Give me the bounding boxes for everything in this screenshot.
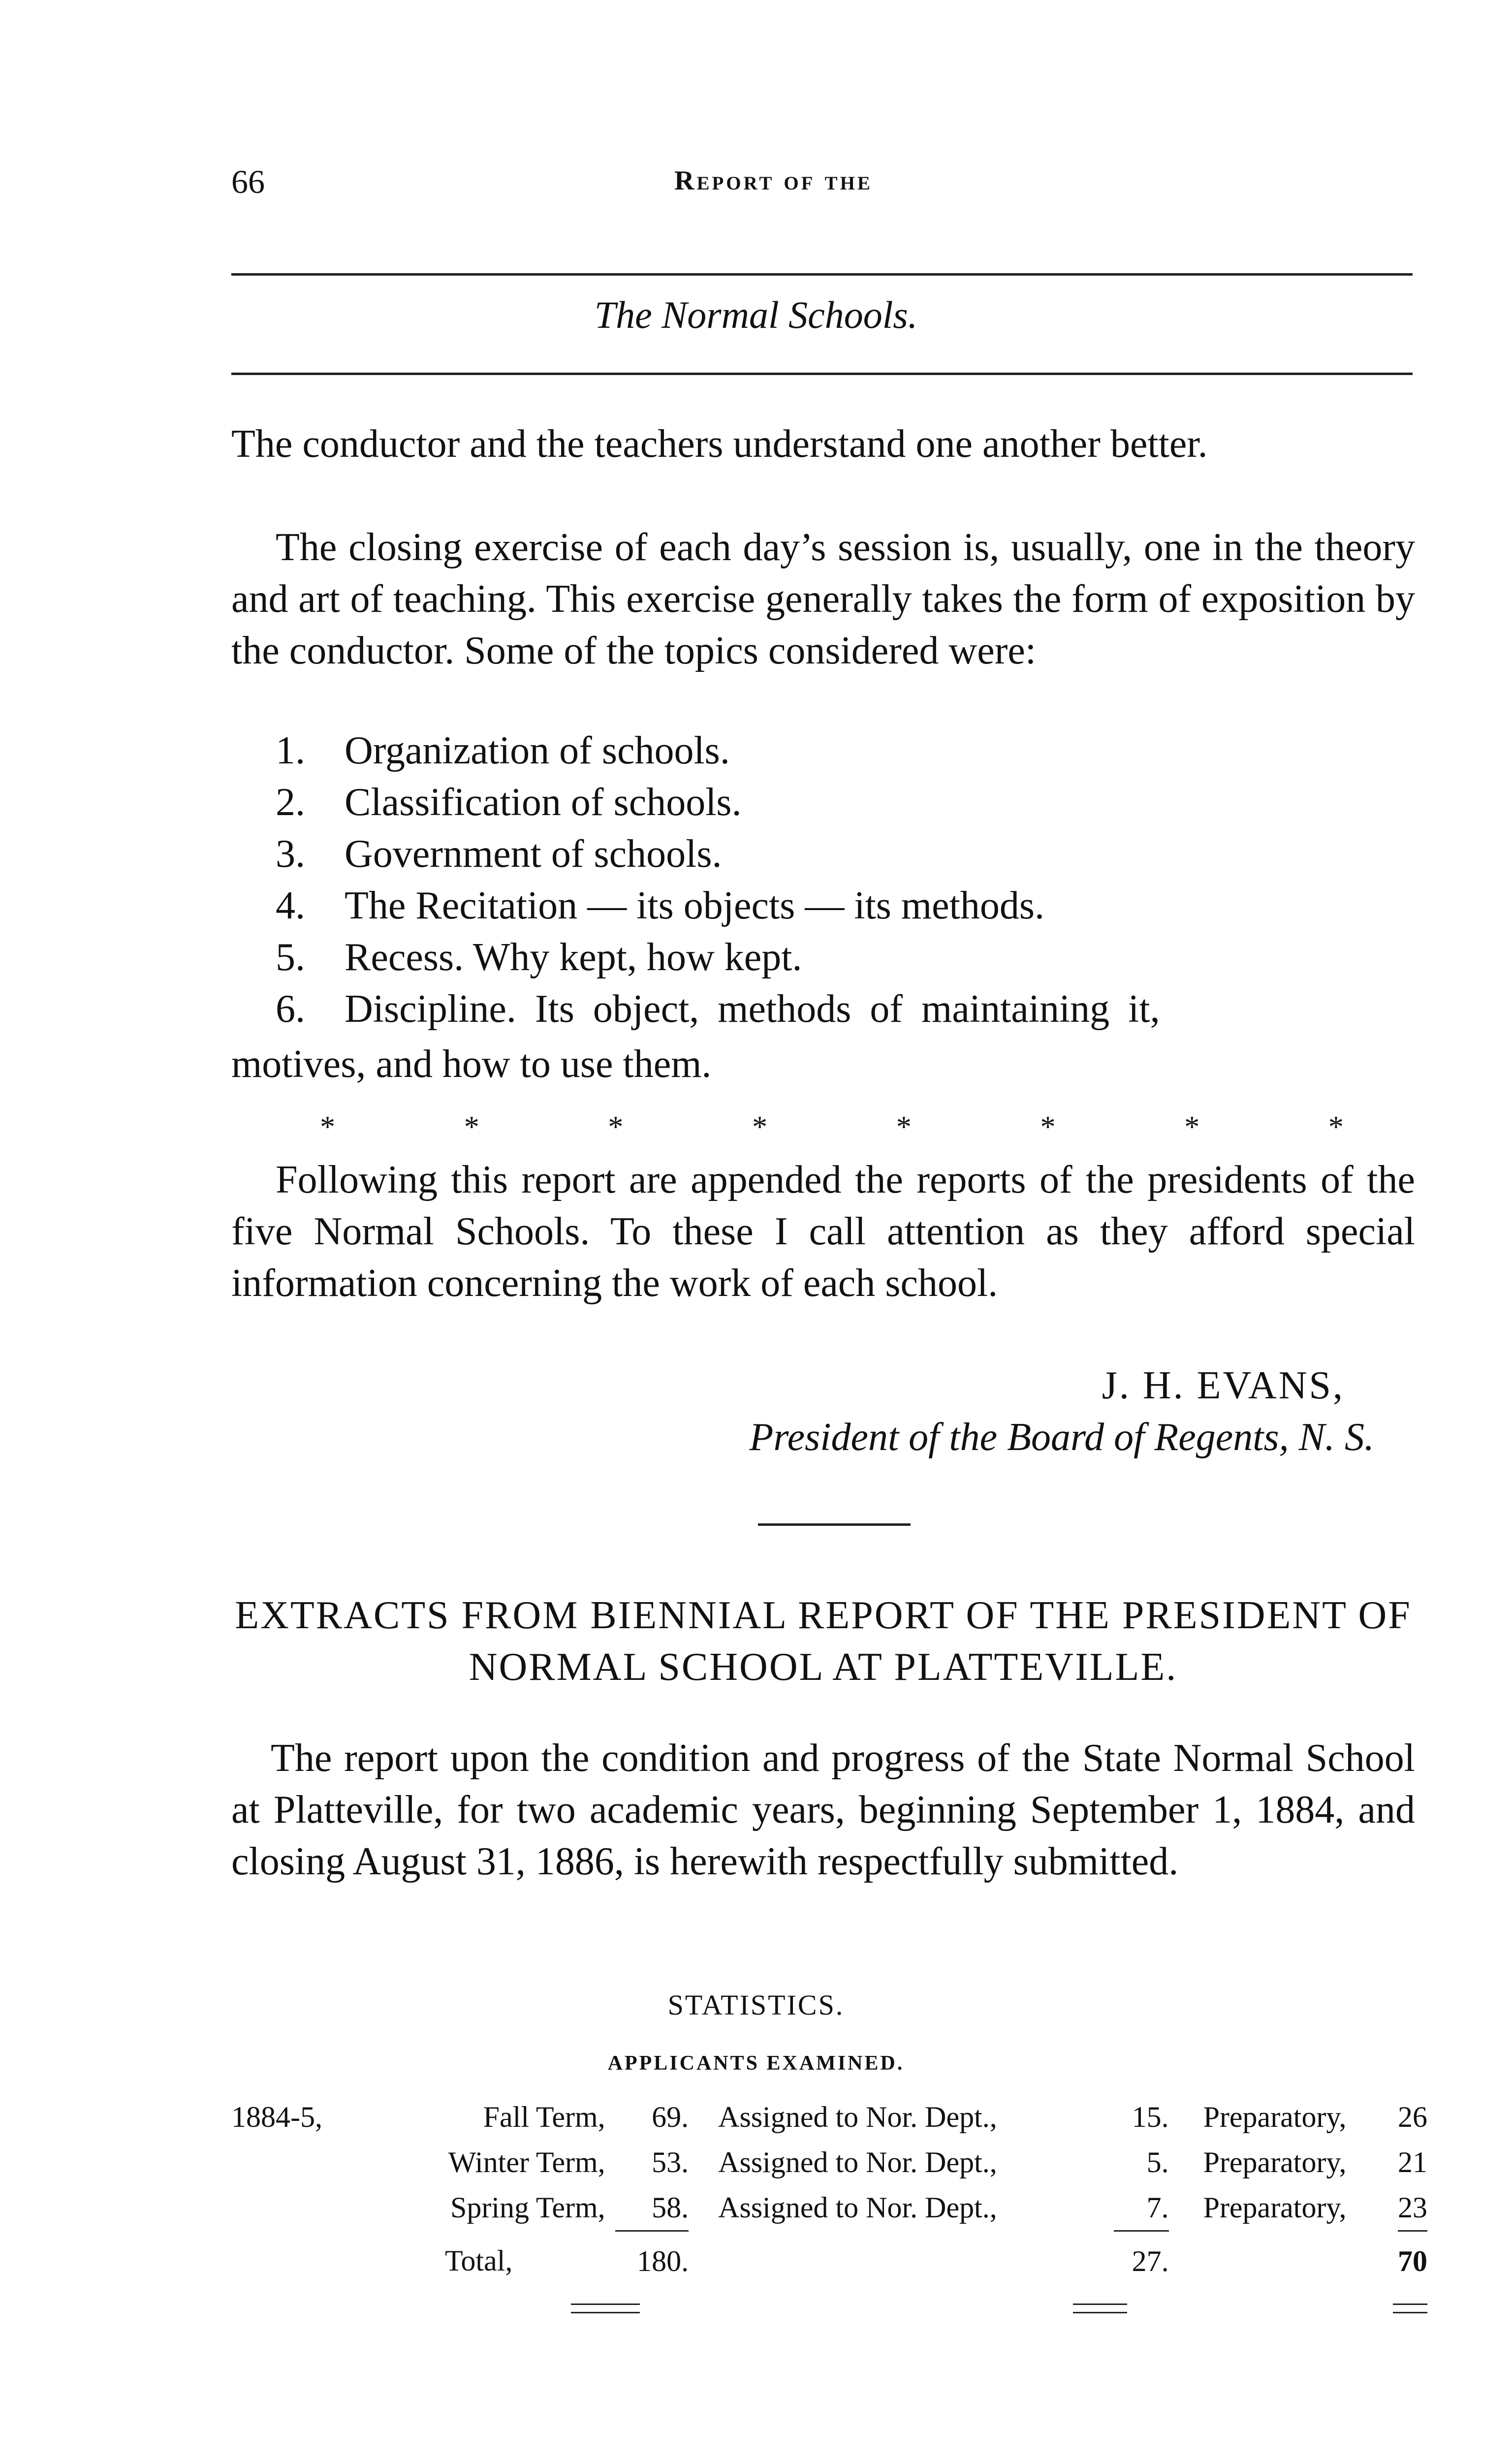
- term-cell: Fall Term,: [483, 2100, 605, 2133]
- star: *: [896, 1110, 912, 1144]
- list-text: The Recitation — its objects — its methods.: [345, 884, 1045, 927]
- list-item: [276, 883, 1044, 928]
- page-number: 66: [231, 163, 265, 200]
- star: *: [1184, 1110, 1200, 1144]
- list-text: Classification of schools.: [345, 781, 742, 824]
- list-item: [276, 832, 722, 877]
- double-rule: [1393, 2303, 1427, 2313]
- applicants-cell: 58.: [615, 2185, 689, 2231]
- table-row: [231, 2185, 1427, 2231]
- total-dept: 27.: [1132, 2244, 1169, 2277]
- list-text: Recess. Why kept, how kept.: [345, 936, 802, 979]
- signature-title: President of the Board of Regents, N. S.: [749, 1416, 1374, 1459]
- year-cell: [231, 2185, 352, 2231]
- statistics-subtitle: APPLICANTS EXAMINED.: [607, 2052, 905, 2075]
- applicants-cell: 69.: [652, 2100, 689, 2133]
- signature-name: J. H. EVANS,: [1102, 1364, 1345, 1407]
- prep-label-cell: Preparatory,: [1203, 2100, 1347, 2133]
- star: *: [320, 1110, 335, 1144]
- header-rule-top: [231, 273, 1413, 276]
- list-item: [276, 728, 730, 773]
- section-divider: [758, 1523, 911, 1526]
- dept-cell: 7.: [1114, 2185, 1168, 2231]
- dept-label-cell: Assigned to Nor. Dept.,: [718, 2145, 997, 2178]
- table-row: [231, 2140, 1427, 2185]
- star: *: [464, 1110, 479, 1144]
- list-continuation: motives, and how to use them.: [231, 1042, 712, 1086]
- ellipsis-stars: [320, 1110, 1344, 1145]
- applicants-cell: 53.: [652, 2145, 689, 2178]
- statistics-table: [231, 2094, 1427, 2291]
- total-prep: 70: [1398, 2244, 1427, 2277]
- star: *: [1040, 1110, 1056, 1144]
- paragraph-report: The report upon the condition and progress of the State Normal School at Platteville, for two academic years, beginning September 1, 1884, and closing August 31, 1886, is herewith respectfully submitted.: [231, 1736, 1415, 1883]
- list-number: 4.: [276, 884, 305, 927]
- section-title: The Normal Schools.: [594, 293, 918, 336]
- running-title: Report of the: [674, 165, 873, 196]
- star: *: [608, 1110, 624, 1144]
- double-rule: [1073, 2303, 1127, 2313]
- list-text: Discipline. Its object, methods of maintaining it,: [345, 987, 1160, 1031]
- list-text: Government of schools.: [345, 832, 722, 876]
- total-label: Total,: [444, 2244, 513, 2277]
- list-text: Organization of schools.: [345, 729, 730, 772]
- extract-heading: EXTRACTS FROM BIENNIAL REPORT OF THE PRESIDENT OF NORMAL SCHOOL AT PLATTEVILLE.: [235, 1594, 1412, 1689]
- prep-cell: 21: [1398, 2145, 1427, 2178]
- paragraph-closing-exercise: The closing exercise of each day’s session is, usually, one in the theory and art of teaching. This exercise generally takes the form of exposition by the conductor. Some of the topics considered were:: [231, 526, 1415, 672]
- paragraph-conductor: The conductor and the teachers understand one another better.: [231, 422, 1208, 466]
- list-item: [276, 987, 1415, 1032]
- double-rule: [571, 2303, 640, 2313]
- statistics-title: STATISTICS.: [667, 1989, 845, 2021]
- list-number: 5.: [276, 936, 305, 979]
- prep-cell: 26: [1398, 2100, 1427, 2133]
- list-item: [276, 935, 802, 980]
- dept-label-cell: Assigned to Nor. Dept.,: [718, 2191, 997, 2224]
- star: *: [752, 1110, 768, 1144]
- list-number: 6.: [276, 987, 305, 1031]
- prep-label-cell: Preparatory,: [1203, 2145, 1347, 2178]
- dept-cell: 15.: [1132, 2100, 1169, 2133]
- star: *: [1328, 1110, 1344, 1144]
- list-number: 1.: [276, 729, 305, 772]
- prep-cell: 23: [1398, 2185, 1427, 2231]
- year-cell: 1884-5,: [231, 2100, 322, 2133]
- list-number: 3.: [276, 832, 305, 876]
- total-applicants: 180.: [637, 2244, 689, 2277]
- header-rule-bottom: [231, 373, 1413, 375]
- table-row: [231, 2094, 1427, 2140]
- paragraph-following: Following this report are appended the reports of the presidents of the five Normal Schools. To these I call attention as they afford special information concerning the work of each school.: [231, 1158, 1415, 1305]
- list-item: [276, 780, 742, 825]
- dept-cell: 5.: [1146, 2145, 1169, 2178]
- dept-label-cell: Assigned to Nor. Dept.,: [718, 2100, 997, 2133]
- list-number: 2.: [276, 781, 305, 824]
- total-row: [231, 2231, 1427, 2291]
- prep-label-cell: Preparatory,: [1203, 2191, 1347, 2224]
- term-cell: Spring Term,: [450, 2191, 605, 2224]
- term-cell: Winter Term,: [448, 2145, 605, 2178]
- year-cell: [231, 2140, 352, 2185]
